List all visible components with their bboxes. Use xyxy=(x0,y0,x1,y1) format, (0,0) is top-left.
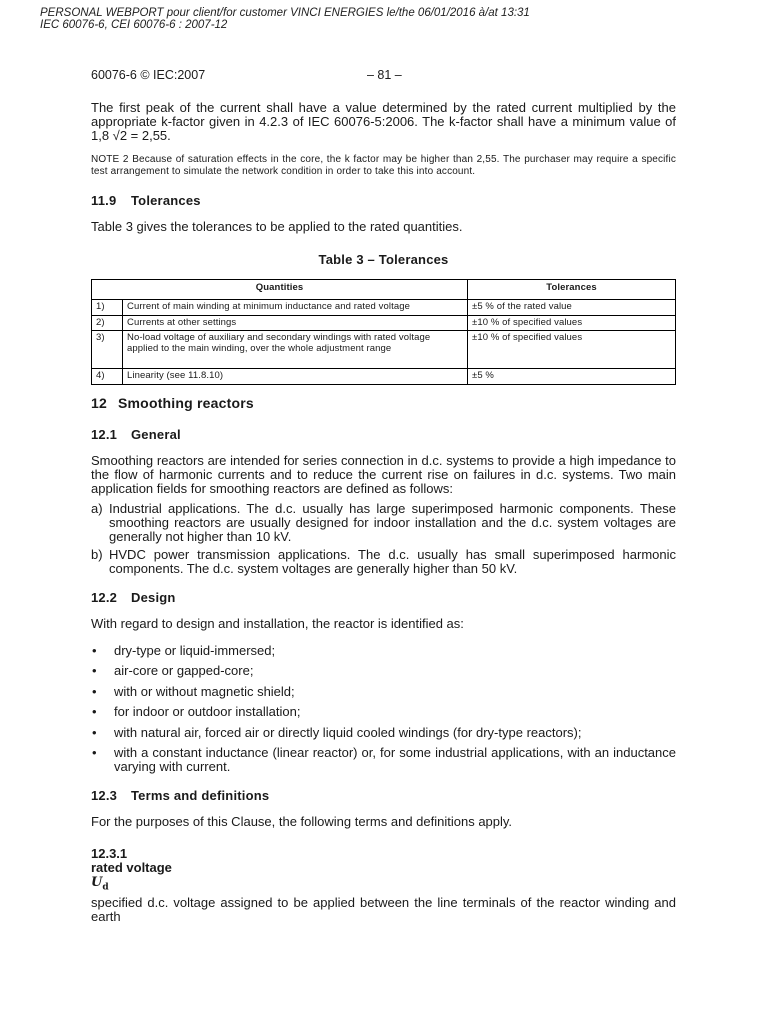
heading-12 xyxy=(91,395,676,411)
row-number: 3) xyxy=(92,331,123,369)
term-name: rated voltage xyxy=(91,860,172,875)
bullet-icon: • xyxy=(92,642,97,658)
heading-title: Design xyxy=(131,589,176,605)
list-text: Industrial applications. The d.c. usually has large superimposed harmonic components. These smoothing reactors are usually designed for indoor installation and the d.c. system voltages are generally not higher than 10 kV. xyxy=(109,500,676,544)
section-12-3-text: For the purposes of this Clause, the following terms and definitions apply. xyxy=(91,814,513,829)
tolerances-table xyxy=(91,279,676,385)
heading-title: General xyxy=(131,426,181,442)
table-row xyxy=(92,369,676,385)
row-quantity: No-load voltage of auxiliary and secondary windings with rated voltage applied to the main winding, over the whole adjustment range xyxy=(123,331,468,369)
bullet-icon: • xyxy=(92,663,97,678)
heading-title: Terms and definitions xyxy=(131,788,270,803)
list-item xyxy=(91,502,676,544)
row-number: 2) xyxy=(92,315,123,331)
heading-number: 12 xyxy=(91,394,107,411)
section-11-9-text: Table 3 gives the tolerances to be applied to the rated quantities. xyxy=(91,219,463,234)
bullet-icon: • xyxy=(92,683,97,699)
list-item xyxy=(91,548,676,576)
row-quantity: Current of main winding at minimum inductance and rated voltage xyxy=(123,300,468,316)
section-12-2-text: With regard to design and installation, the reactor is identified as: xyxy=(91,615,464,631)
design-bullet-list xyxy=(91,644,676,775)
note-2: NOTE 2 Because of saturation effects in the core, the k factor may be higher than 2,55. The purchaser may require a specific test arrangement to simulate the network condition in order to take this into account. xyxy=(91,154,676,177)
term-number: 12.3.1 xyxy=(91,846,128,861)
list-label: a) xyxy=(91,500,103,516)
bullet-text: for indoor or outdoor installation; xyxy=(114,704,301,719)
bullet-text: with a constant inductance (linear reactor) or, for some industrial applications, with an inductance varying with current. xyxy=(114,745,676,774)
bullet-text: with natural air, forced air or directly liquid cooled windings (for dry-type reactors); xyxy=(114,724,582,740)
list-text: HVDC power transmission applications. The d.c. usually has small superimposed harmonic components. The d.c. system voltages are generally higher than 50 kV. xyxy=(109,546,676,576)
bullet-icon: • xyxy=(92,745,97,760)
row-number: 1) xyxy=(92,300,123,316)
bullet-icon: • xyxy=(92,724,97,740)
bullet-item xyxy=(91,726,676,740)
heading-title: Smoothing reactors xyxy=(118,394,254,411)
page-content xyxy=(91,101,676,924)
page-number: – 81 – xyxy=(367,68,402,82)
application-list xyxy=(91,502,676,576)
heading-number: 12.1 xyxy=(91,426,118,442)
heading-number: 12.3 xyxy=(91,788,118,803)
row-tolerance: ±5 % of the rated value xyxy=(468,300,676,316)
bullet-item xyxy=(91,746,676,774)
heading-11-9 xyxy=(91,193,676,208)
table-caption: Table 3 – Tolerances xyxy=(318,252,449,267)
row-tolerance: ±5 % xyxy=(468,369,676,385)
bullet-text: with or without magnetic shield; xyxy=(114,683,295,699)
bullet-icon: • xyxy=(92,704,97,719)
row-quantity: Linearity (see 11.8.10) xyxy=(123,369,468,385)
heading-number: 11.9 xyxy=(91,193,117,208)
table-header-row xyxy=(92,280,676,300)
row-quantity: Currents at other settings xyxy=(123,315,468,331)
heading-title: Tolerances xyxy=(131,193,201,208)
intro-paragraph: The first peak of the current shall have a value determined by the rated current multiplied by the appropriate k-factor given in 4.2.3 of IEC 60076-5:2006. The k-factor shall have a minimum value of 1,8 √2 = 2,55. xyxy=(91,100,676,143)
table-row xyxy=(92,315,676,331)
bullet-text: air-core or gapped-core; xyxy=(114,663,254,678)
heading-number: 12.2 xyxy=(91,589,118,605)
watermark-line-1: PERSONAL WEBPORT pour client/for customer VINCI ENERGIES le/the 06/01/2016 à/at 13:31 xyxy=(40,7,530,19)
heading-12-3 xyxy=(91,788,676,803)
term-definition: specified d.c. voltage assigned to be applied between the line terminals of the reactor winding and earth xyxy=(91,894,676,924)
heading-12-2 xyxy=(91,590,676,605)
row-number: 4) xyxy=(92,369,123,385)
row-tolerance: ±10 % of specified values xyxy=(468,331,676,369)
standard-reference: 60076-6 © IEC:2007 xyxy=(91,68,206,82)
header-tolerances: Tolerances xyxy=(468,280,676,300)
running-header xyxy=(91,68,676,84)
bullet-item xyxy=(91,664,676,678)
term-symbol xyxy=(91,875,676,896)
table-row xyxy=(92,331,676,369)
symbol-subscript: d xyxy=(102,882,109,893)
header-quantities: Quantities xyxy=(92,280,468,300)
term-entry xyxy=(91,847,676,924)
bullet-text: dry-type or liquid-immersed; xyxy=(114,642,276,658)
watermark-line-2: IEC 60076-6, CEI 60076-6 : 2007-12 xyxy=(40,19,228,31)
symbol-letter: U xyxy=(91,875,103,890)
document-watermark xyxy=(40,7,530,31)
row-tolerance: ±10 % of specified values xyxy=(468,315,676,331)
bullet-item xyxy=(91,685,676,699)
table-row xyxy=(92,300,676,316)
bullet-item xyxy=(91,705,676,719)
section-12-1-text: Smoothing reactors are intended for series connection in d.c. systems to provide a high impedance to the flow of harmonic currents and to reduce the current rise on failures in d.c. systems. Two main application fields for smoothing reactors are defined as follows: xyxy=(91,452,676,496)
bullet-item xyxy=(91,644,676,658)
list-label: b) xyxy=(91,546,103,562)
heading-12-1 xyxy=(91,427,676,442)
